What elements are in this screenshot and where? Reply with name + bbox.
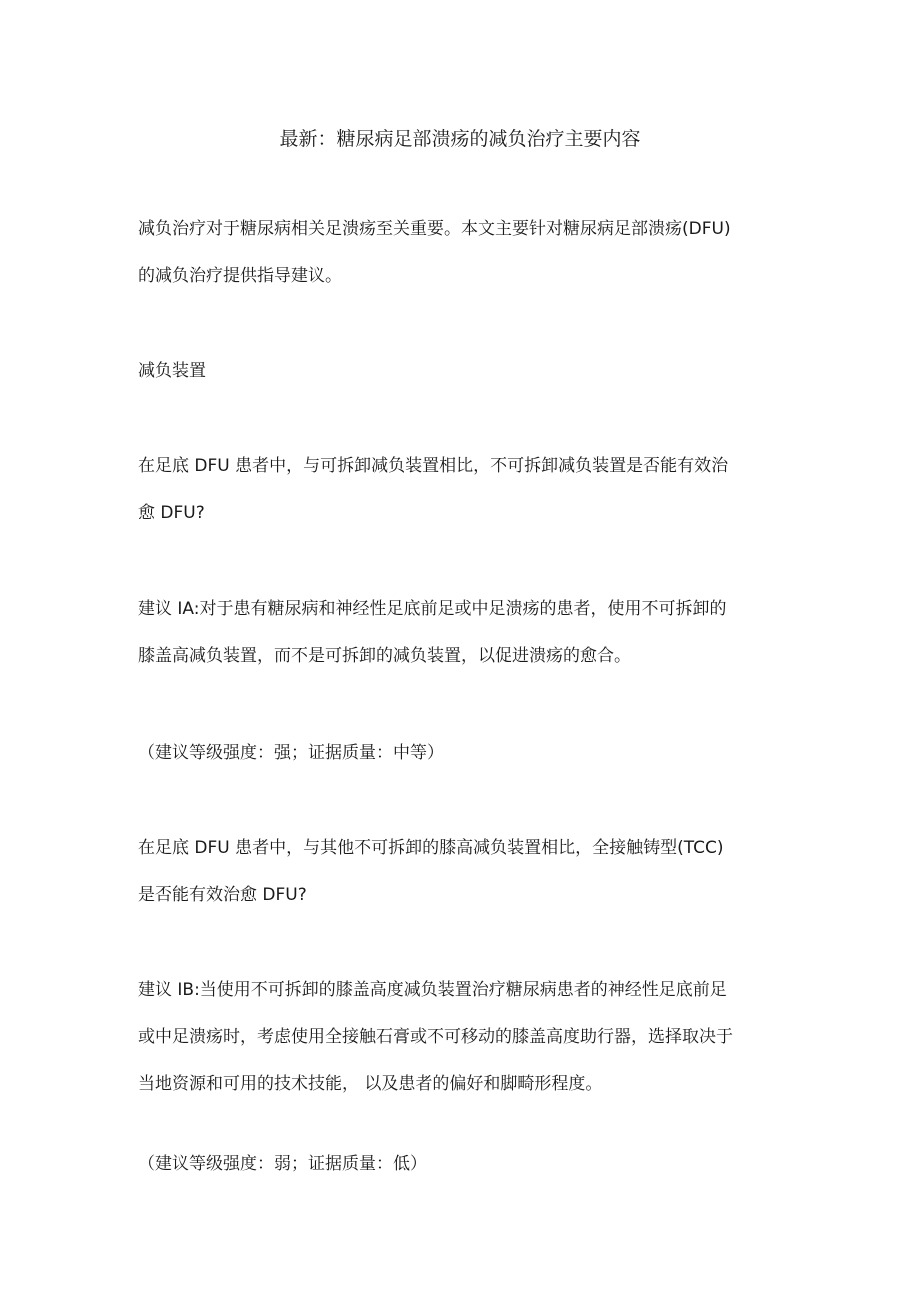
recommendation-1b-line-2: 或中足溃疡时，考虑使用全接触石膏或不可移动的膝盖高度助行器，选择取决于 xyxy=(138,1027,733,1047)
question-2 xyxy=(138,825,788,919)
recommendation-1a-line-1: 建议 IA:对于患有糖尿病和神经性足底前足或中足溃疡的患者，使用不可拆卸的 xyxy=(138,599,727,619)
recommendation-1a xyxy=(138,586,788,680)
grade-1a: （建议等级强度：强；证据质量：中等） xyxy=(138,743,444,763)
recommendation-1a-line-2: 膝盖高减负装置，而不是可拆卸的减负装置，以促进溃疡的愈合。 xyxy=(138,646,631,666)
question-1-line-2: 愈 DFU? xyxy=(138,503,205,523)
section-heading: 减负装置 xyxy=(138,361,206,381)
recommendation-1b-line-1: 建议 IB:当使用不可拆卸的膝盖高度减负装置治疗糖尿病患者的神经性足底前足 xyxy=(138,980,727,1000)
intro-paragraph xyxy=(138,206,788,300)
question-1-line-1: 在足底 DFU 患者中，与可拆卸减负装置相比，不可拆卸减负装置是否能有效治 xyxy=(138,456,729,476)
question-2-line-2: 是否能有效治愈 DFU? xyxy=(138,885,307,905)
intro-line-1: 减负治疗对于糖尿病相关足溃疡至关重要。本文主要针对糖尿病足部溃疡(DFU) xyxy=(138,219,731,239)
recommendation-1b-line-3: 当地资源和可用的技术技能， 以及患者的偏好和脚畸形程度。 xyxy=(138,1074,603,1094)
document-title: 最新：糖尿病足部溃疡的减负治疗主要内容 xyxy=(279,128,641,150)
question-2-line-1: 在足底 DFU 患者中，与其他不可拆卸的膝高减负装置相比，全接触铸型(TCC) xyxy=(138,838,724,858)
intro-line-2: 的减负治疗提供指导建议。 xyxy=(138,266,342,286)
grade-1b: （建议等级强度：弱；证据质量：低） xyxy=(138,1154,427,1174)
question-1 xyxy=(138,443,788,537)
recommendation-1b xyxy=(138,967,788,1108)
